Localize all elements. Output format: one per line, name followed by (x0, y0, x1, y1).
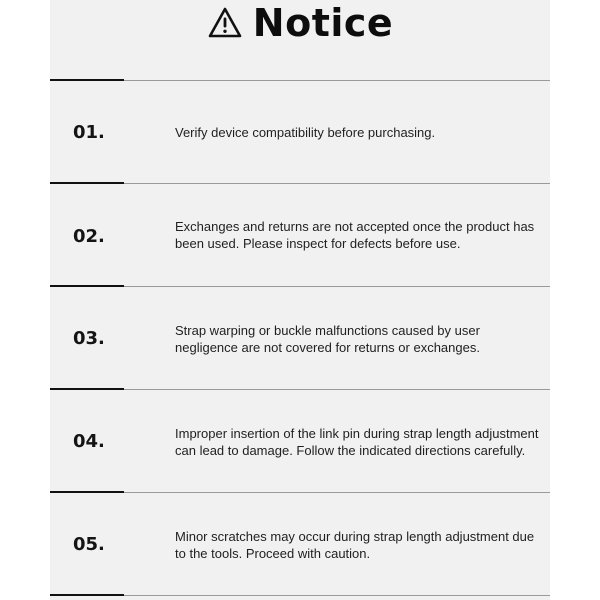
divider-accent (50, 388, 124, 390)
item-text: Improper insertion of the link pin during strap length adjustment can lead to damage. Follow the indicated directions carefully. (175, 426, 539, 458)
notice-item-5 (50, 492, 550, 595)
item-number: 01. (73, 122, 105, 143)
item-text: Minor scratches may occur during strap length adjustment due to the tools. Proceed with caution. (175, 529, 535, 561)
item-number: 02. (73, 226, 105, 247)
divider-accent (50, 79, 124, 81)
item-text: Verify device compatibility before purchasing. (175, 125, 436, 140)
item-text: Strap warping or buckle malfunctions caused by user negligence are not covered for returns or exchanges. (175, 323, 480, 355)
notice-item-2 (50, 183, 550, 286)
notice-item-1 (50, 80, 550, 183)
notice-item-4 (50, 389, 550, 492)
divider-accent (50, 285, 124, 287)
divider (50, 80, 550, 81)
divider (50, 492, 550, 493)
notice-panel (50, 0, 550, 600)
divider-accent (50, 182, 124, 184)
divider-accent (50, 491, 124, 493)
divider-accent (50, 594, 124, 596)
item-number: 03. (73, 328, 105, 349)
item-text: Exchanges and returns are not accepted once the product has been used. Please inspect for defects before use. (175, 219, 535, 251)
divider (50, 389, 550, 390)
notice-end (50, 595, 550, 600)
divider (50, 183, 550, 184)
divider (50, 286, 550, 287)
divider (50, 595, 550, 596)
notice-header (50, 0, 550, 80)
title-row (50, 0, 550, 46)
item-number: 05. (73, 534, 105, 555)
warning-icon (207, 6, 243, 40)
notice-item-3 (50, 286, 550, 389)
page-title: Notice (252, 1, 394, 45)
item-number: 04. (73, 431, 105, 452)
